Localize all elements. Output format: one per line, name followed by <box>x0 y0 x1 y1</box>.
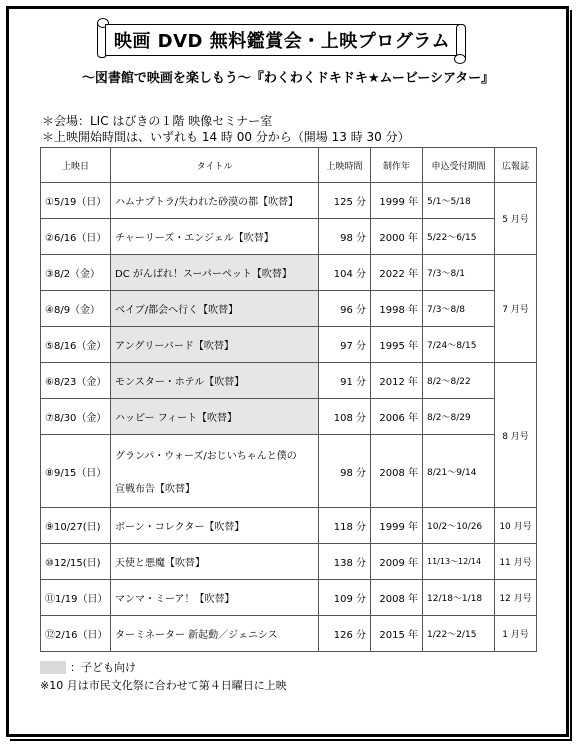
row-minutes: 97 分 <box>319 327 371 363</box>
footnote: ※10 月は市民文化祭に合わせて第４日曜日に上映 <box>40 679 287 692</box>
title-banner <box>95 20 468 60</box>
legend <box>40 659 136 675</box>
row-title: ハッピー フィート【吹替】 <box>111 399 319 435</box>
row-minutes: 96 分 <box>319 291 371 327</box>
row-title: モンスター・ホテル【吹替】 <box>111 363 319 399</box>
row-title: グランパ・ウォーズ/おじいちゃんと僕の <box>115 451 297 462</box>
scroll-curl-bottom <box>454 54 466 64</box>
table-row <box>41 580 537 616</box>
col-header-date: 上映日 <box>41 148 111 183</box>
row-minutes: 108 分 <box>319 399 371 435</box>
table-row <box>41 508 537 544</box>
row-year: 2012 年 <box>371 363 423 399</box>
row-period: 5/22～6/15 <box>423 219 495 255</box>
row-bulletin: 8 月号 <box>495 363 537 508</box>
col-header-bulletin: 広報誌 <box>495 148 537 183</box>
row-bulletin: 5 月号 <box>495 183 537 255</box>
row-title-cell <box>111 435 319 508</box>
row-year: 1995 年 <box>371 327 423 363</box>
table-row <box>41 255 537 291</box>
row-period: 5/1～5/18 <box>423 183 495 219</box>
table-row <box>41 183 537 219</box>
table-row <box>41 399 537 435</box>
row-bulletin: 11 月号 <box>495 544 537 580</box>
row-period: 7/3～8/1 <box>423 255 495 291</box>
row-year: 1999 年 <box>371 508 423 544</box>
row-date: ⑩12/15(日) <box>41 544 111 580</box>
row-period: 7/3～8/8 <box>423 291 495 327</box>
row-bulletin: 10 月号 <box>495 508 537 544</box>
row-title: DC がんばれ！スーパーペット【吹替】 <box>111 255 319 291</box>
row-bulletin: 12 月号 <box>495 580 537 616</box>
row-minutes: 118 分 <box>319 508 371 544</box>
row-title: 天使と悪魔【吹替】 <box>111 544 319 580</box>
row-year: 2006 年 <box>371 399 423 435</box>
row-minutes: 91 分 <box>319 363 371 399</box>
table-row <box>41 219 537 255</box>
row-year: 2022 年 <box>371 255 423 291</box>
table-row <box>41 435 537 508</box>
col-header-year: 制作年 <box>371 148 423 183</box>
table-row <box>41 544 537 580</box>
row-minutes: 138 分 <box>319 544 371 580</box>
time-info: ＊上映開始時間は、いずれも 14 時 00 分から（開場 13 時 30 分） <box>42 130 410 144</box>
row-year: 2000 年 <box>371 219 423 255</box>
schedule-table <box>40 147 537 652</box>
venue-info: ＊会場：LIC はびきの１階 映像セミナー室 <box>42 114 273 128</box>
table-row <box>41 327 537 363</box>
row-year: 1999 年 <box>371 183 423 219</box>
row-date: ⑥8/23（金） <box>41 363 111 399</box>
row-minutes: 98 分 <box>319 219 371 255</box>
row-date: ⑧9/15（日） <box>41 435 111 508</box>
row-period: 11/13～12/14 <box>423 544 495 580</box>
row-year: 1998 年 <box>371 291 423 327</box>
row-year: 2009 年 <box>371 544 423 580</box>
row-title: ハムナプトラ/失われた砂漠の都【吹替】 <box>111 183 319 219</box>
row-bulletin: 1 月号 <box>495 616 537 652</box>
row-bulletin: 7 月号 <box>495 255 537 363</box>
row-period: 8/21～9/14 <box>423 435 495 508</box>
kids-legend-swatch <box>40 661 66 674</box>
row-minutes: 98 分 <box>319 435 371 508</box>
row-title: マンマ・ミーア！【吹替】 <box>111 580 319 616</box>
row-title: チャーリーズ・エンジェル【吹替】 <box>111 219 319 255</box>
row-period: 10/2～10/26 <box>423 508 495 544</box>
row-date: ④8/9（金） <box>41 291 111 327</box>
row-year: 2008 年 <box>371 580 423 616</box>
row-date: ⑤8/16（金） <box>41 327 111 363</box>
col-header-minutes: 上映時間 <box>319 148 371 183</box>
row-title: ターミネーター 新起動／ジェニシス <box>111 616 319 652</box>
row-period: 7/24～8/15 <box>423 327 495 363</box>
row-title: ボーン・コレクター【吹替】 <box>111 508 319 544</box>
row-minutes: 109 分 <box>319 580 371 616</box>
table-row <box>41 291 537 327</box>
row-title: ベイブ/都会へ行く【吹替】 <box>111 291 319 327</box>
row-period: 1/22～2/15 <box>423 616 495 652</box>
row-title: アングリーバード【吹替】 <box>111 327 319 363</box>
row-year: 2015 年 <box>371 616 423 652</box>
table-row <box>41 363 537 399</box>
row-period: 12/18～1/18 <box>423 580 495 616</box>
table-header-row <box>41 148 537 183</box>
page-title: 映画 DVD 無料鑑賞会・上映プログラム <box>105 24 459 56</box>
row-date: ②6/16（日） <box>41 219 111 255</box>
row-date: ⑪1/19（日） <box>41 580 111 616</box>
row-title-continued: 宣戦布告【吹替】 <box>115 484 195 495</box>
row-year: 2008 年 <box>371 435 423 508</box>
col-header-title: タイトル <box>111 148 319 183</box>
row-minutes: 125 分 <box>319 183 371 219</box>
row-date: ①5/19（日） <box>41 183 111 219</box>
page-subtitle: ～図書館で映画を楽しもう～『わくわくドキドキ★ムービーシアター』 <box>81 71 495 86</box>
kids-legend-label: ：子ども向け <box>70 661 136 674</box>
row-period: 8/2～8/29 <box>423 399 495 435</box>
table-row <box>41 616 537 652</box>
row-minutes: 104 分 <box>319 255 371 291</box>
col-header-period: 申込受付期間 <box>423 148 495 183</box>
row-date: ⑨10/27(日) <box>41 508 111 544</box>
row-date: ⑫2/16（日） <box>41 616 111 652</box>
row-minutes: 126 分 <box>319 616 371 652</box>
row-date: ③8/2（金） <box>41 255 111 291</box>
row-date: ⑦8/30（金） <box>41 399 111 435</box>
row-period: 8/2～8/22 <box>423 363 495 399</box>
